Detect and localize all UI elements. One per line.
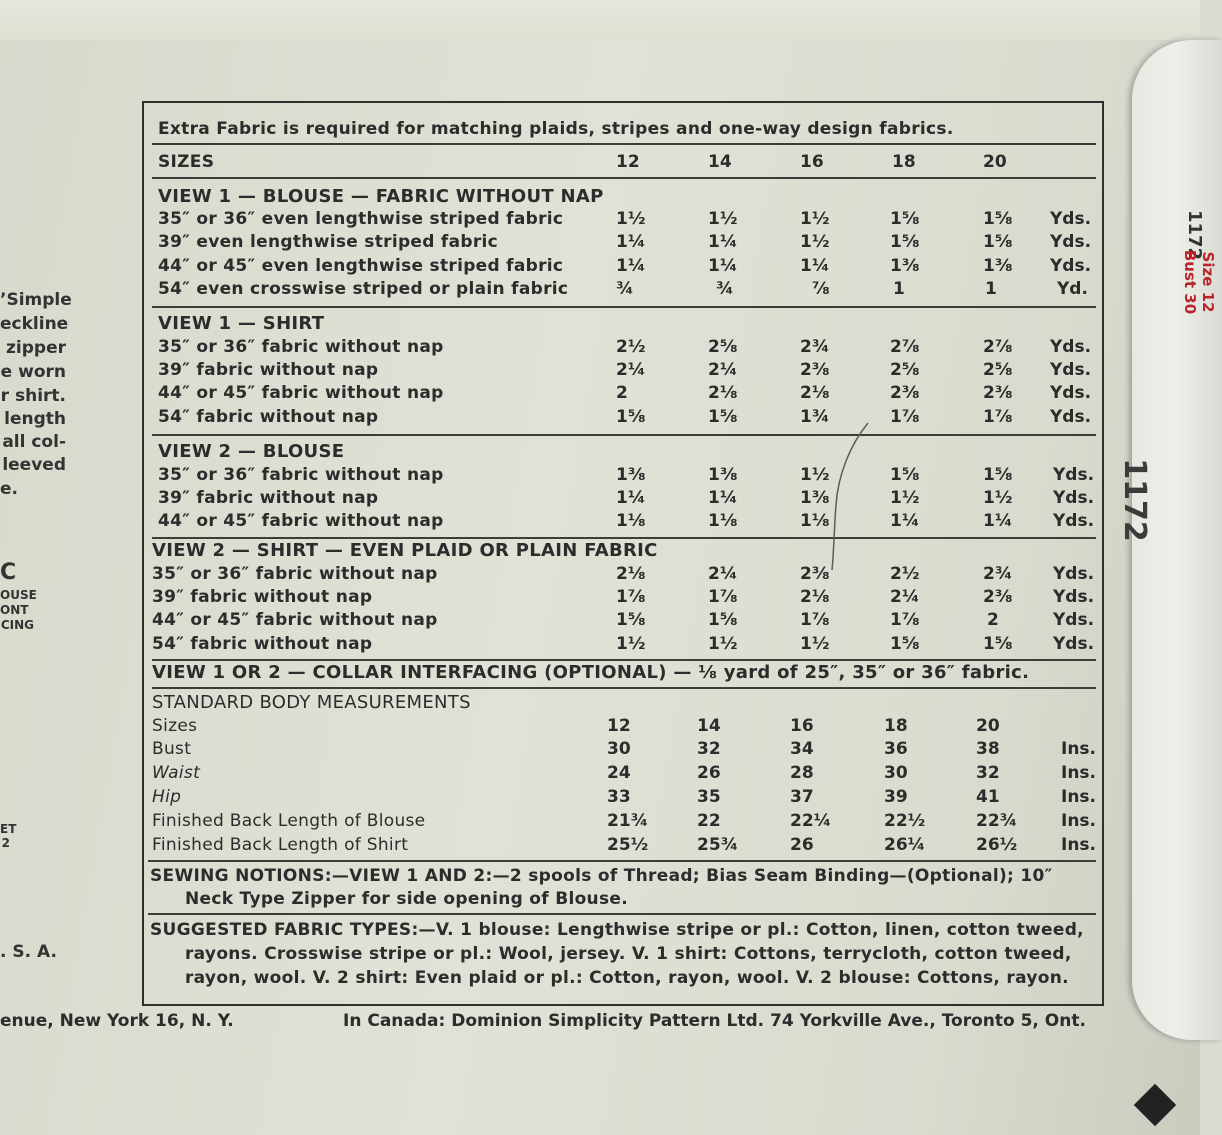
row-value: 1⅜ [890, 256, 920, 276]
section-title: VIEW 2 — BLOUSE [158, 441, 345, 462]
row-value: 2⅝ [983, 360, 1013, 380]
measure-value: 41 [976, 787, 1000, 807]
row-value: 1½ [616, 209, 646, 229]
row-value: 2⅛ [616, 564, 646, 584]
sewing-notions-line2: Neck Type Zipper for side opening of Blouse. [185, 889, 628, 909]
row-label: 35″ or 36″ fabric without nap [152, 564, 438, 584]
row-value: 1⅝ [890, 465, 920, 485]
measure-unit: Ins. [1061, 835, 1097, 855]
measure-value: 22¾ [976, 811, 1018, 831]
size-header: 14 [708, 152, 732, 172]
row-value: 1⅛ [708, 511, 738, 531]
row-label: 54″ fabric without nap [158, 407, 379, 427]
row-value: 1⅞ [890, 407, 920, 427]
row-value: 1⅝ [616, 610, 646, 630]
measure-label: Hip [152, 787, 182, 807]
fabric-types-line2: rayons. Crosswise stripe or pl.: Wool, jersey. V. 1 shirt: Cottons, terrycloth, cotton tweed, [185, 944, 1072, 964]
divider [152, 434, 1096, 436]
measure-value: 30 [884, 763, 908, 783]
row-value: ¾ [616, 279, 634, 299]
row-value: 2⅜ [890, 383, 920, 403]
row-value: 1⅛ [800, 511, 830, 531]
measure-label: Bust [152, 739, 192, 759]
row-value: 1¼ [616, 256, 646, 276]
sewing-notions-line1: SEWING NOTIONS:—VIEW 1 AND 2:—2 spools of Thread; Bias Seam Binding—(Optional); 10″ [150, 866, 1053, 886]
pattern-number-top: 1172 [1184, 209, 1205, 261]
measure-value: 25½ [607, 835, 649, 855]
row-value: 1¼ [616, 488, 646, 508]
row-value: 1¼ [890, 511, 920, 531]
row-value: 2⅛ [800, 587, 830, 607]
row-value: 1½ [800, 634, 830, 654]
measure-value: 21¾ [607, 811, 649, 831]
left-edge-text: zipper [6, 338, 66, 358]
row-label: 44″ or 45″ even lengthwise striped fabric [158, 256, 564, 276]
measure-value: 26½ [976, 835, 1018, 855]
measure-value: 30 [607, 739, 631, 759]
row-value: 2½ [616, 337, 646, 357]
section-title: VIEW 1 — SHIRT [158, 313, 325, 334]
row-value: 2⅜ [983, 383, 1013, 403]
measure-unit: Ins. [1061, 811, 1097, 831]
extra-fabric-note: Extra Fabric is required for matching plaids, stripes and one-way design fabrics. [158, 119, 954, 139]
row-unit: Yds. [1050, 209, 1092, 229]
size-header: 16 [800, 152, 824, 172]
row-value: 2⅜ [983, 587, 1013, 607]
row-value: 1⅞ [890, 610, 920, 630]
measure-value: 24 [607, 763, 631, 783]
row-value: 1¼ [708, 488, 738, 508]
row-unit: Yds. [1050, 360, 1092, 380]
row-value: 2⅞ [983, 337, 1013, 357]
row-value: 1⅞ [983, 407, 1013, 427]
measure-label: Finished Back Length of Shirt [152, 835, 409, 855]
measure-unit: Ins. [1061, 787, 1097, 807]
row-value: 1⅝ [890, 634, 920, 654]
collar-interfacing-note: VIEW 1 OR 2 — COLLAR INTERFACING (OPTIONAL) — ⅛ yard of 25″, 35″ or 36″ fabric. [152, 662, 1030, 683]
row-value: 1½ [890, 488, 920, 508]
row-value: 2⅝ [708, 337, 738, 357]
row-value: 1¼ [708, 232, 738, 252]
row-label: 44″ or 45″ fabric without nap [158, 383, 444, 403]
row-unit: Yds. [1050, 232, 1092, 252]
row-value: 1⅛ [616, 511, 646, 531]
row-value: 2⅝ [890, 360, 920, 380]
footer-address-left: enue, New York 16, N. Y. [0, 1011, 234, 1031]
measure-value: 20 [976, 716, 1000, 736]
left-edge-text: eckline [0, 314, 69, 334]
size-header: 18 [892, 152, 916, 172]
left-edge-text: ONT [0, 603, 29, 617]
size-header: 12 [616, 152, 640, 172]
row-unit: Yds. [1050, 383, 1092, 403]
row-value: 1⅝ [983, 232, 1013, 252]
left-edge-text: r shirt. [0, 386, 66, 406]
measure-value: 32 [697, 739, 721, 759]
row-label: 44″ or 45″ fabric without nap [158, 511, 444, 531]
measure-unit: Ins. [1061, 763, 1097, 783]
measure-value: 22½ [884, 811, 926, 831]
row-unit: Yds. [1053, 488, 1095, 508]
row-unit: Yds. [1053, 610, 1095, 630]
row-value: 2½ [890, 564, 920, 584]
row-value: 1⅞ [616, 587, 646, 607]
row-value: 2¾ [800, 337, 830, 357]
left-edge-text: OUSE [0, 588, 37, 602]
row-label: 35″ or 36″ fabric without nap [158, 337, 444, 357]
divider [152, 687, 1096, 689]
row-value: 2¼ [616, 360, 646, 380]
measure-value: 26 [697, 763, 721, 783]
left-edge-text: e worn [0, 362, 66, 382]
row-value: 1 [893, 279, 905, 299]
measure-value: 16 [790, 716, 814, 736]
row-value: 1½ [800, 209, 830, 229]
left-edge-text: all col- [2, 432, 66, 452]
row-unit: Yds. [1053, 634, 1095, 654]
row-value: 2 [987, 610, 999, 630]
divider [152, 177, 1096, 179]
row-unit: Yd. [1057, 279, 1088, 299]
row-label: 54″ fabric without nap [152, 634, 373, 654]
left-edge-text: ’Simple [0, 290, 72, 310]
row-unit: Yds. [1053, 511, 1095, 531]
row-value: 1⅜ [708, 465, 738, 485]
row-value: 2¼ [708, 564, 738, 584]
row-value: 1 [985, 279, 997, 299]
left-edge-text: . S. A. [0, 942, 57, 962]
row-value: 2¼ [708, 360, 738, 380]
row-label: 39″ even lengthwise striped fabric [158, 232, 499, 252]
row-value: 2⅜ [800, 360, 830, 380]
measure-value: 33 [607, 787, 631, 807]
footer-address-canada: In Canada: Dominion Simplicity Pattern Ltd. 74 Yorkville Ave., Toronto 5, Ont. [343, 1011, 1086, 1031]
row-value: 1¼ [616, 232, 646, 252]
row-value: 1⅝ [890, 232, 920, 252]
sizes-label: SIZES [158, 152, 215, 172]
divider [148, 860, 1096, 862]
measure-value: 35 [697, 787, 721, 807]
fabric-types-line1: SUGGESTED FABRIC TYPES:—V. 1 blouse: Lengthwise stripe or pl.: Cotton, linen, cotton tweed, [150, 920, 1084, 940]
row-label: 35″ or 36″ even lengthwise striped fabric [158, 209, 564, 229]
left-edge-text: e. [0, 479, 18, 499]
row-value: 2¼ [890, 587, 920, 607]
section-title: VIEW 2 — SHIRT — EVEN PLAID OR PLAIN FABRIC [152, 540, 658, 561]
row-label: 39″ fabric without nap [158, 488, 379, 508]
measure-value: 28 [790, 763, 814, 783]
row-value: 1⅝ [708, 407, 738, 427]
section-title: VIEW 1 — BLOUSE — FABRIC WITHOUT NAP [158, 186, 604, 207]
left-edge-text: CING [0, 618, 34, 632]
measure-value: 37 [790, 787, 814, 807]
row-label: 35″ or 36″ fabric without nap [158, 465, 444, 485]
measure-value: 38 [976, 739, 1000, 759]
measure-value: 32 [976, 763, 1000, 783]
row-unit: Yds. [1050, 407, 1092, 427]
row-value: ¾ [716, 279, 734, 299]
measure-label: Finished Back Length of Blouse [152, 811, 426, 831]
measure-value: 26 [790, 835, 814, 855]
measure-value: 18 [884, 716, 908, 736]
measure-value: 14 [697, 716, 721, 736]
measure-label: Waist [152, 763, 201, 783]
measure-value: 22 [697, 811, 721, 831]
row-value: 2⅛ [800, 383, 830, 403]
pattern-number-spine: 1172 [1117, 458, 1152, 542]
fabric-types-line3: rayon, wool. V. 2 shirt: Even plaid or pl.: Cotton, rayon, wool. V. 2 blouse: Cottons, rayon. [185, 968, 1069, 988]
row-value: 2⅞ [890, 337, 920, 357]
row-value: 2⅛ [708, 383, 738, 403]
envelope-top-edge [0, 0, 1200, 40]
measure-value: 22¼ [790, 811, 832, 831]
row-unit: Yds. [1050, 256, 1092, 276]
row-value: 1⅝ [983, 465, 1013, 485]
row-value: 1¼ [983, 511, 1013, 531]
row-unit: Yds. [1053, 564, 1095, 584]
row-value: 1½ [800, 465, 830, 485]
row-value: 1⅜ [616, 465, 646, 485]
measure-value: 12 [607, 716, 631, 736]
divider [152, 537, 1096, 539]
divider [152, 659, 1096, 661]
measure-value: 36 [884, 739, 908, 759]
row-value: 1¼ [800, 256, 830, 276]
row-value: 2 [616, 383, 628, 403]
left-edge-text: C [0, 560, 17, 585]
row-unit: Yds. [1050, 337, 1092, 357]
divider [148, 913, 1096, 915]
row-value: 1¼ [708, 256, 738, 276]
row-value: 1⅞ [708, 587, 738, 607]
row-value: 2⅜ [800, 564, 830, 584]
divider [152, 306, 1096, 308]
row-value: 1⅝ [983, 209, 1013, 229]
left-edge-text: leeved [2, 455, 66, 475]
measure-value: 34 [790, 739, 814, 759]
row-value: 1½ [708, 209, 738, 229]
measure-value: 25¾ [697, 835, 739, 855]
left-edge-text: 2 [1, 836, 10, 850]
row-value: 1⅜ [983, 256, 1013, 276]
row-value: ⅞ [812, 279, 830, 299]
row-value: 1⅝ [983, 634, 1013, 654]
row-value: 1⅝ [708, 610, 738, 630]
row-label: 39″ fabric without nap [158, 360, 379, 380]
row-label: 44″ or 45″ fabric without nap [152, 610, 438, 630]
row-value: 1½ [708, 634, 738, 654]
row-value: 1½ [983, 488, 1013, 508]
left-edge-text: ET [0, 822, 17, 836]
row-label: 39″ fabric without nap [152, 587, 373, 607]
pencil-mark [820, 415, 880, 575]
row-unit: Yds. [1053, 465, 1095, 485]
row-value: 2¾ [983, 564, 1013, 584]
row-value: 1⅞ [800, 610, 830, 630]
measure-value: 26¼ [884, 835, 926, 855]
row-value: 1½ [800, 232, 830, 252]
row-value: 1⅝ [890, 209, 920, 229]
row-label: 54″ even crosswise striped or plain fabric [158, 279, 569, 299]
measure-label: Sizes [152, 716, 198, 736]
divider [152, 143, 1096, 145]
row-value: 1¾ [800, 407, 830, 427]
size-header: 20 [983, 152, 1007, 172]
row-unit: Yds. [1053, 587, 1095, 607]
body-measurements-title: STANDARD BODY MEASUREMENTS [152, 692, 471, 713]
size-stamp: Size 12 Bust 30 [1181, 249, 1217, 315]
row-value: 1⅝ [616, 407, 646, 427]
row-value: 1½ [616, 634, 646, 654]
measure-unit: Ins. [1061, 739, 1097, 759]
row-value: 1⅜ [800, 488, 830, 508]
measure-value: 39 [884, 787, 908, 807]
left-edge-text: length [4, 409, 66, 429]
